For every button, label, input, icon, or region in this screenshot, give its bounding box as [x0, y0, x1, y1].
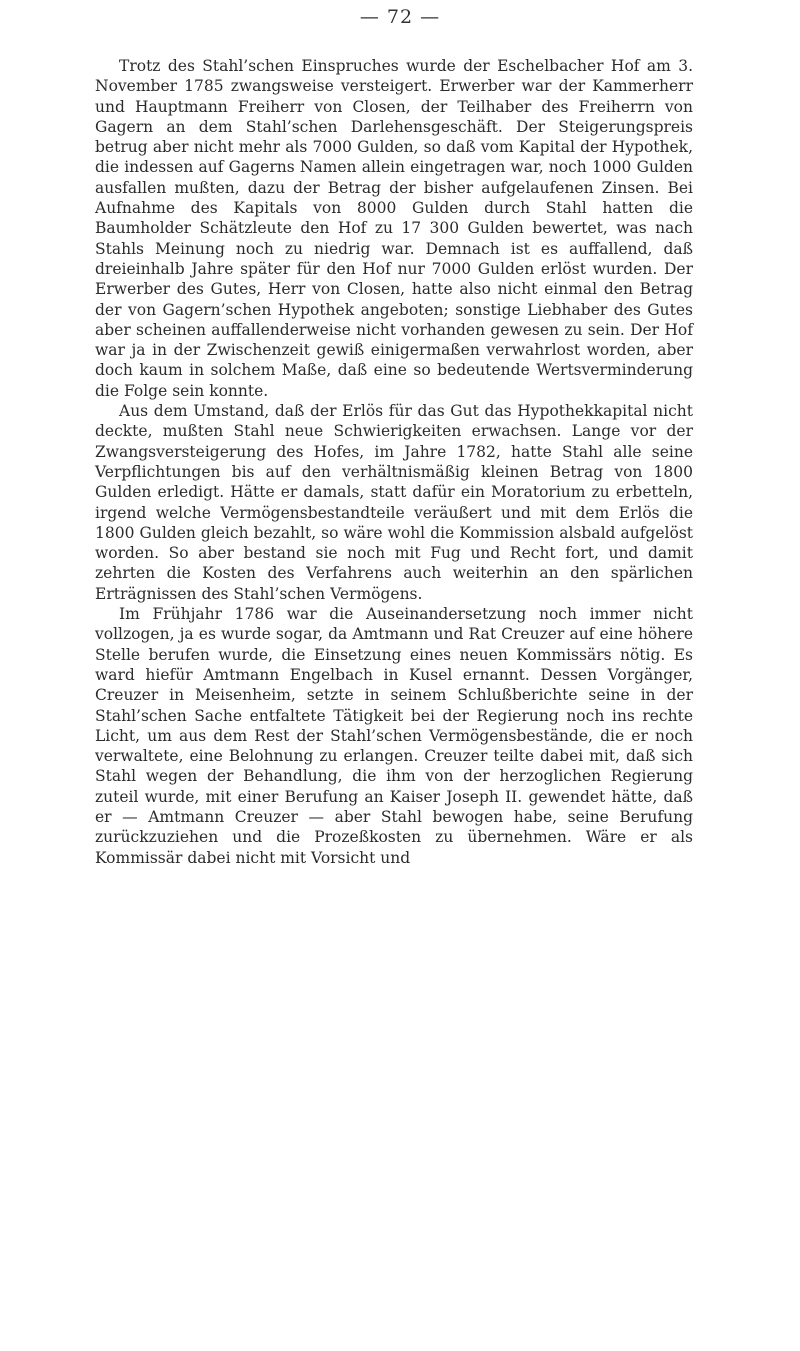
paragraph-2: Aus dem Umstand, daß der Erlös für das Gut das Hypothekkapital nicht deckte, mußten Stahl neue Schwierigkeiten erwachsen. Lange vor der Zwangsversteigerung des Hofes, im Jahre 1782, hatte Stahl alle seine Verpflichtungen bis auf den verhältnismäßig kleinen Betrag von 1800 Gulden erledigt. Hätte er damals, statt dafür ein Moratorium zu erbetteln, irgend welche Vermögensbestandteile veräußert und mit dem Erlös die 1800 Gulden gleich bezahlt, so wäre wohl die Kommission alsbald aufgelöst worden. So aber bestand sie noch mit Fug und Recht fort, und damit zehrten die Kosten des Verfahrens auch weiterhin an den spärlichen Erträgnissen des Stahl’schen Vermögens.	[95, 402, 693, 603]
paragraph-1: Trotz des Stahl’schen Einspruches wurde der Eschelbacher Hof am 3. November 1785 zwangsweise versteigert. Erwerber war der Kammerherr und Hauptmann Freiherr von Closen, der Teilhaber des Freiherrn von Gagern an dem Stahl’schen Darlehensgeschäft. Der Steigerungspreis betrug aber nicht mehr als 7000 Gulden, so daß vom Kapital der Hypothek, die indessen auf Gagerns Namen allein eingetragen war, noch 1000 Gulden ausfallen mußten, dazu der Betrag der bisher aufgelaufenen Zinsen. Bei Aufnahme des Kapitals von 8000 Gulden durch Stahl hatten die Baumholder Schätzleute den Hof zu 17 300 Gulden bewertet, was nach Stahls Meinung noch zu niedrig war. Demnach ist es auffallend, daß dreieinhalb Jahre später für den Hof nur 7000 Gulden erlöst wurden. Der Erwerber des Gutes, Herr von Closen, hatte also nicht einmal den Betrag der von Gagern’schen Hypothek angeboten; sonstige Liebhaber des Gutes aber scheinen auffallenderweise nicht vorhanden gewesen zu sein. Der Hof war ja in der Zwischenzeit gewiß einigermaßen verwahrlost worden, aber doch kaum in solchem Maße, daß eine so bedeutende Wertsverminderung die Folge sein konnte.	[95, 57, 693, 400]
paragraph-3: Im Frühjahr 1786 war die Auseinandersetzung noch immer nicht vollzogen, ja es wurde sogar, da Amtmann und Rat Creuzer auf eine höhere Stelle berufen wurde, die Einsetzung eines neuen Kommissärs nötig. Es ward hiefür Amtmann Engelbach in Kusel ernannt. Dessen Vorgänger, Creuzer in Meisenheim, setzte in seinem Schlußberichte seine in der Stahl’schen Sache entfaltete Tätigkeit bei der Regierung noch ins rechte Licht, um aus dem Rest der Stahl’schen Vermögensbestände, die er noch verwaltete, eine Belohnung zu erlangen. Creuzer teilte dabei mit, daß sich Stahl wegen der Behandlung, die ihm von der herzoglichen Regierung zuteil wurde, mit einer Berufung an Kaiser Joseph II. gewendet hätte, daß er — Amtmann Creuzer — aber Stahl bewogen habe, seine Berufung zurückzuziehen und die Prozeßkosten zu übernehmen. Wäre er als Kommissär dabei nicht mit Vorsicht und	[95, 605, 693, 867]
body-text	[95, 56, 693, 868]
page-number: — 72 —	[359, 6, 441, 28]
